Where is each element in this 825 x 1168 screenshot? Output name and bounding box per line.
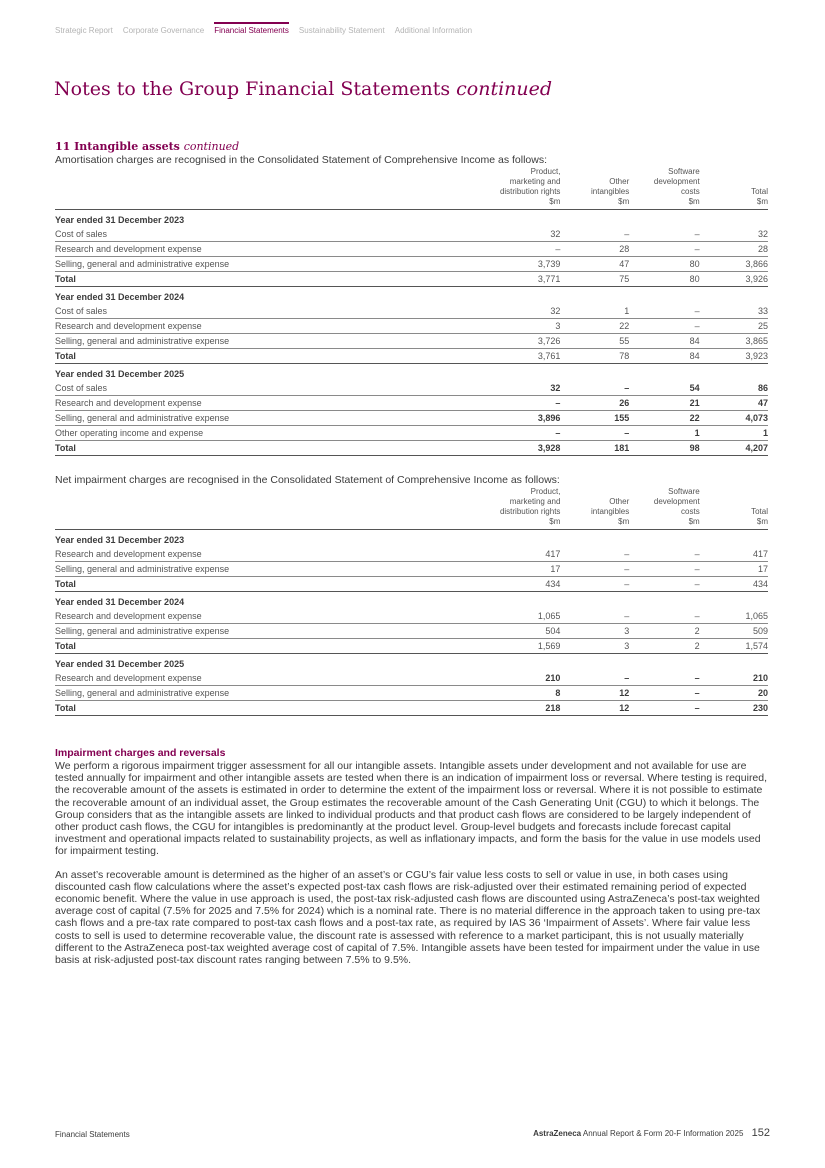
table-row: Other operating income and expense – – 1 1: [55, 426, 768, 441]
table-row: Research and development expense 417 – – 417: [55, 547, 768, 562]
amortisation-table: [55, 167, 768, 456]
table-row: Research and development expense 1,065 – – 1,065: [55, 609, 768, 624]
table-header-row: [55, 167, 768, 210]
column-header-software: Software development costs $m: [629, 487, 699, 530]
impairment-paragraph-2: An asset’s recoverable amount is determined as the higher of an asset’s or CGU’s fair value less costs to sell or value in use, in both cases using discounted cash flow calculations where the asset’s expected post-tax cash flows are risk-adjusted over their estimated remaining period of expected economic benefit. Where the value in use approach is used, the post-tax risk-adjusted cash flows are discounted using AstraZeneca’s post-tax weighted average cost of capital (7.5% for 2025 and 7.5% for 2024) which is a nominal rate. There is no material difference in the approach taken to using pre-tax cash flows and a pre-tax rate compared to post-tax cash flows and a post-tax rate, as required by IAS 36 ‘Impairment of Assets’. Where fair value less costs to sell is used to determine recoverable value, the discount rate is assessed with reference to a market participant, this is not usually materially different to the AstraZeneca post-tax weighted average cost of capital of 7.5%. Intangible assets have been tested for impairment under the value in use basis at risk-adjusted post-tax discount rates ranging between 7.5% to 9.5%.: [55, 868, 761, 967]
table-row: Selling, general and administrative expense 504 3 2 509: [55, 624, 768, 639]
page-title: [54, 78, 552, 100]
section-nav: [55, 22, 482, 35]
page-title-text: Notes to the Group Financial Statements: [54, 78, 451, 100]
year-heading-row: Year ended 31 December 2023: [55, 535, 185, 545]
table-row: Research and development expense 210 – – 210: [55, 671, 768, 686]
column-header-label: [55, 167, 423, 210]
year-heading-row: Year ended 31 December 2023: [55, 215, 185, 225]
footer-document-title: Annual Report & Form 20-F Information 2025: [582, 1129, 744, 1138]
column-header-total: Total $m: [700, 487, 768, 530]
total-row: Total 218 12 – 230: [55, 701, 768, 716]
nav-sustainability-statement[interactable]: Sustainability Statement: [298, 26, 385, 35]
table-row: Cost of sales 32 1 – 33: [55, 304, 768, 319]
table-row: Selling, general and administrative expense 17 – – 17: [55, 562, 768, 577]
table-row: Research and development expense 3 22 – 25: [55, 319, 768, 334]
column-header-total: Total $m: [700, 167, 768, 210]
total-row: Total 3,928 181 98 4,207: [55, 441, 768, 456]
impairment-table: [55, 487, 768, 716]
nav-corporate-governance[interactable]: Corporate Governance: [122, 26, 205, 35]
table-row: Selling, general and administrative expense 3,896 155 22 4,073: [55, 411, 768, 426]
page-title-continued: continued: [456, 78, 553, 100]
year-heading-row: Year ended 31 December 2024: [55, 597, 185, 607]
footer-brand: AstraZeneca: [533, 1129, 582, 1138]
page-number: 152: [751, 1127, 770, 1139]
footer-document-info: [533, 1127, 770, 1139]
section-heading: [55, 140, 768, 154]
table-row: Research and development expense – 26 21 47: [55, 396, 768, 411]
total-row: Total 3,761 78 84 3,923: [55, 349, 768, 364]
year-heading-row: Year ended 31 December 2025: [55, 659, 185, 669]
footer-section-label: Financial Statements: [55, 1130, 130, 1139]
table-header-row: [55, 487, 768, 530]
table-row: Research and development expense – 28 – 28: [55, 242, 768, 257]
year-heading-row: Year ended 31 December 2024: [55, 292, 185, 302]
nav-strategic-report[interactable]: Strategic Report: [55, 26, 113, 35]
total-row: Total 1,569 3 2 1,574: [55, 639, 768, 654]
column-header-label: [55, 487, 423, 530]
section-heading-text: 11 Intangible assets: [55, 140, 180, 153]
table-row: Cost of sales 32 – 54 86: [55, 381, 768, 396]
year-heading-row: Year ended 31 December 2025: [55, 369, 185, 379]
intangible-assets-section: [55, 140, 768, 716]
table-row: Selling, general and administrative expense 8 12 – 20: [55, 686, 768, 701]
table-row: Selling, general and administrative expense 3,726 55 84 3,865: [55, 334, 768, 349]
column-header-other: Other intangibles $m: [560, 487, 629, 530]
section-heading-continued: continued: [183, 140, 240, 153]
impairment-paragraph-1: We perform a rigorous impairment trigger assessment for all our intangible assets. Intangible assets under development and not available for use are tested annually for impairment and other intangible assets are tested when there is an indication of impairment loss or reversal. Where testing is required, the recoverable amount of the assets is estimated in order to determine the extent of the impairment loss or reversal. Where it is not possible to estimate the recoverable amount of an individual asset, the Group estimates the recoverable amount of the Cash Generating Unit (CGU) to which it belongs. The Group considers that as the intangible assets are linked to individual products and that product cash flows are considered to be largely independent of other product cash flows, the CGU for intangibles is predominantly at the product level. Group-level budgets and forecasts include forecast capital investment and operational impacts related to sustainability projects, as well as inflationary impacts, and form the basis for the value in use models used for impairment testing.: [55, 760, 768, 858]
column-header-other: Other intangibles $m: [560, 167, 629, 210]
table-row: Cost of sales 32 – – 32: [55, 227, 768, 242]
impairment-heading: Impairment charges and reversals: [55, 747, 226, 759]
amortisation-intro: Amortisation charges are recognised in the Consolidated Statement of Comprehensive Income as follows:: [55, 154, 548, 166]
impairment-narrative: [55, 747, 768, 977]
column-header-product: Product, marketing and distribution rights $m: [423, 167, 561, 210]
total-row: Total 3,771 75 80 3,926: [55, 272, 768, 287]
impairment-intro: Net impairment charges are recognised in the Consolidated Statement of Comprehensive Income as follows:: [55, 474, 560, 486]
total-row: Total 434 – – 434: [55, 577, 768, 592]
column-header-product: Product, marketing and distribution rights $m: [423, 487, 561, 530]
table-row: Selling, general and administrative expense 3,739 47 80 3,866: [55, 257, 768, 272]
nav-additional-information[interactable]: Additional Information: [394, 26, 473, 35]
column-header-software: Software development costs $m: [629, 167, 699, 210]
nav-financial-statements[interactable]: Financial Statements: [214, 22, 289, 35]
